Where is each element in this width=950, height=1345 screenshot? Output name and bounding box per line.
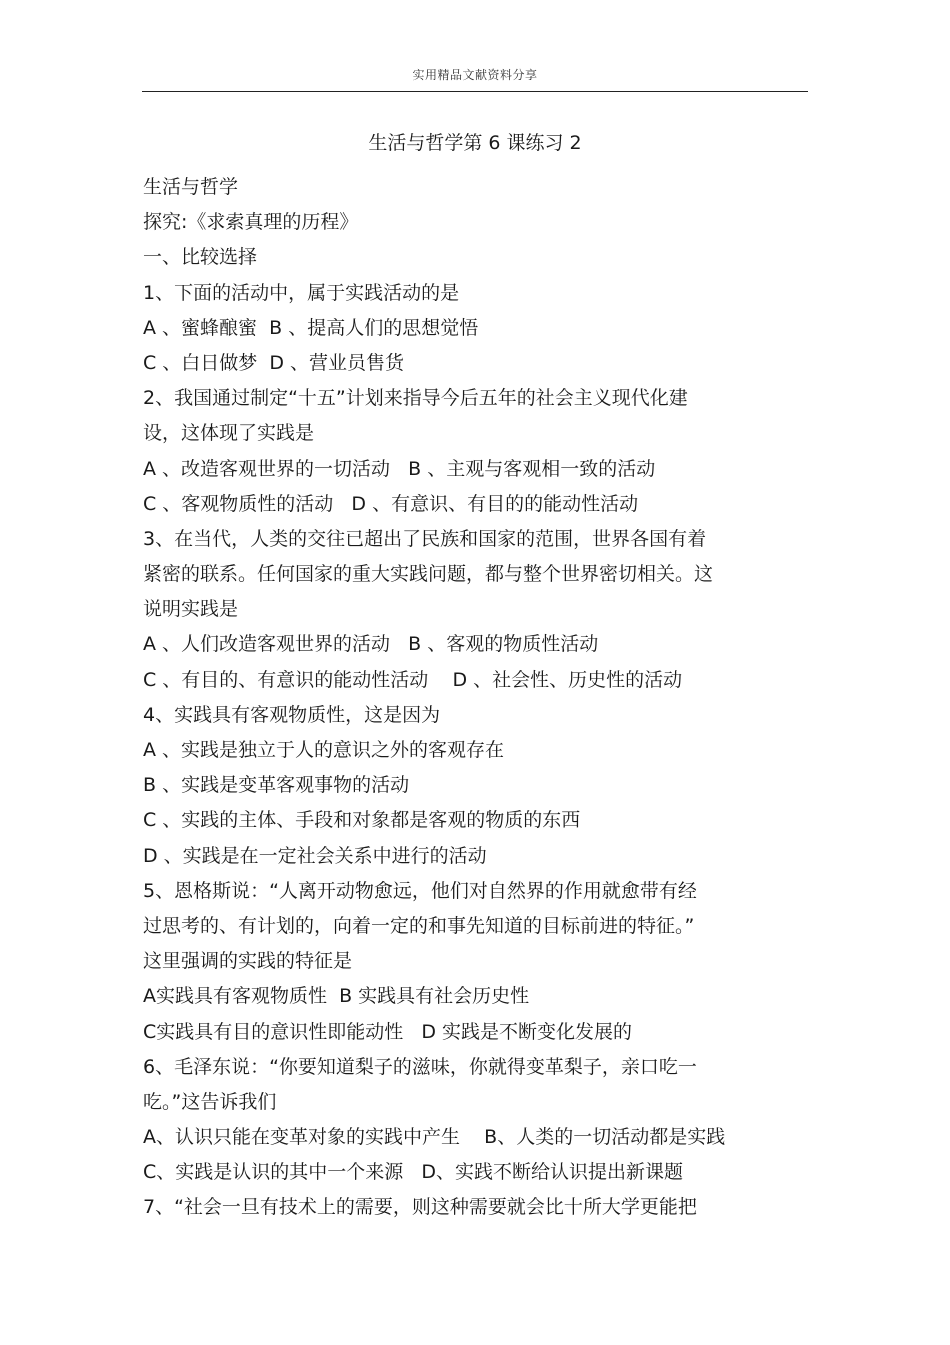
question-4-option-d: D 、实践是在一定社会关系中进行的活动 <box>143 844 487 867</box>
running-header: 实用精品文献资料分享 <box>412 68 538 82</box>
question-6-stem-cont: 吃。”这告诉我们 <box>143 1090 277 1113</box>
question-5-options-cd: C实践具有目的意识性即能动性 D 实践是不断变化发展的 <box>143 1020 633 1043</box>
question-2-options-ab: A 、改造客观世界的一切活动 B 、主观与客观相一致的活动 <box>143 457 656 480</box>
question-1-stem: 1、下面的活动中，属于实践活动的是 <box>143 281 460 304</box>
question-5-stem-end: 这里强调的实践的特征是 <box>143 950 353 973</box>
question-6-options-cd: C、实践是认识的其中一个来源 D、实践不断给认识提出新课题 <box>143 1161 684 1184</box>
question-2-stem-cont: 设，这体现了实践是 <box>143 422 315 445</box>
question-4-option-a: A 、实践是独立于人的意识之外的客观存在 <box>143 739 505 761</box>
section-heading: 生活与哲学 <box>143 176 239 198</box>
question-3-stem: 3、在当代，人类的交往已超出了民族和国家的范围，世界各国有着 <box>143 527 707 550</box>
question-3-options-cd: C 、有目的、有意识的能动性活动 D 、社会性、历史性的活动 <box>143 668 683 691</box>
question-3-stem-cont: 紧密的联系。任何国家的重大实践问题，都与整个世界密切相关。这 <box>143 563 714 586</box>
question-6-options-ab: A、认识只能在变革对象的实践中产生 B、人类的一切活动都是实践 <box>143 1126 726 1149</box>
question-4-stem: 4、实践具有客观物质性，这是因为 <box>143 703 441 726</box>
question-1-options-ab: A 、蜜蜂酿蜜 B 、提高人们的思想觉悟 <box>143 316 479 339</box>
topic-heading: 探究:《求索真理的历程》 <box>143 211 359 234</box>
document-body <box>143 170 823 1226</box>
question-5-stem: 5、恩格斯说：“人离开动物愈远，他们对自然界的作用就愈带有经 <box>143 879 697 902</box>
question-2-options-cd: C 、客观物质性的活动 D 、有意识、有目的的能动性活动 <box>143 492 639 515</box>
question-4-option-b: B 、实践是变革客观事物的活动 <box>143 774 410 797</box>
part-heading: 一、比较选择 <box>143 246 258 269</box>
question-1-options-cd: C 、白日做梦 D 、营业员售货 <box>143 351 405 374</box>
question-4-option-c: C 、实践的主体、手段和对象都是客观的物质的东西 <box>143 809 581 832</box>
question-6-stem: 6、毛泽东说：“你要知道梨子的滋味，你就得变革梨子，亲口吃一 <box>143 1055 697 1078</box>
question-7-stem: 7、“社会一旦有技术上的需要，则这种需要就会比十所大学更能把 <box>143 1196 697 1219</box>
question-3-stem-end: 说明实践是 <box>143 598 239 621</box>
question-5-options-ab: A实践具有客观物质性 B 实践具有社会历史性 <box>143 985 530 1008</box>
document-title: 生活与哲学第 6 课练习 2 <box>368 132 582 154</box>
question-5-stem-cont: 过思考的、有计划的，向着一定的和事先知道的目标前进的特征。” <box>143 914 695 937</box>
header-divider <box>142 91 808 92</box>
question-2-stem: 2、我国通过制定“十五”计划来指导今后五年的社会主义现代化建 <box>143 387 688 410</box>
question-3-options-ab: A 、人们改造客观世界的活动 B 、客观的物质性活动 <box>143 633 599 656</box>
